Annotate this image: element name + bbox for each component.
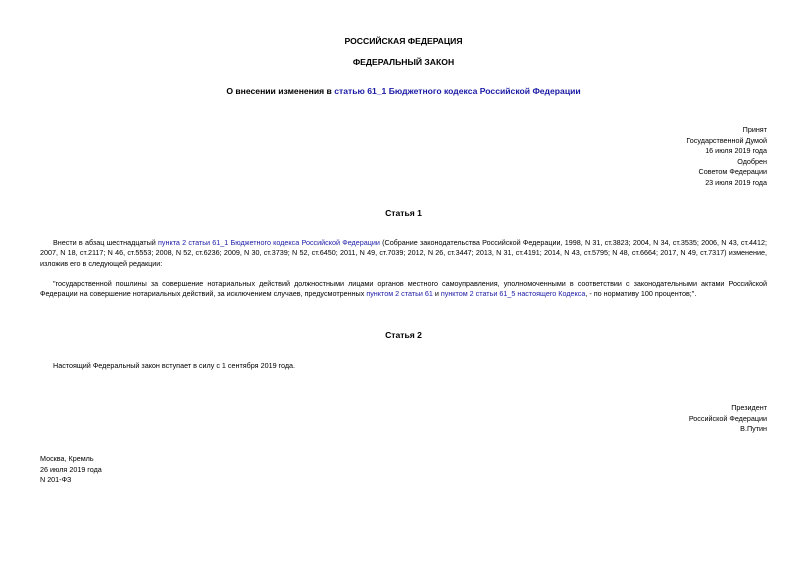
signature-title2: Российской Федерации (688, 413, 767, 423)
article1-paragraph2 (40, 279, 767, 300)
footer-number: N 201-ФЗ (40, 475, 72, 485)
footer-date: 26 июля 2019 года (40, 464, 102, 474)
adoption-block (686, 125, 767, 189)
adoption-accepted-by: Государственной Думой (686, 135, 767, 145)
footer-place: Москва, Кремль (40, 454, 94, 463)
article1-p2-prefix: "государственной пошлины за совершение нотариальных действий должностными лицами органов местного самоуправления, уполномоченными в соответствии с законодательными актами Российской Федерации на совершение нотариальных действий, за исключением случаев, предусмотренных (40, 279, 767, 299)
adoption-approved-date: 23 июля 2019 года (705, 177, 767, 187)
article1-heading: Статья 1 (385, 208, 422, 218)
adoption-accepted: Принят (742, 125, 767, 134)
article1-p2-suffix: , - по нормативу 100 процентов;". (585, 289, 697, 299)
article1-p2-and: и (432, 289, 441, 299)
article1-p1-prefix: Внести в абзац шестнадцатый (53, 238, 159, 247)
signature-block (689, 403, 767, 435)
article1-paragraph1 (40, 238, 767, 269)
adoption-accepted-date: 16 июля 2019 года (705, 146, 767, 156)
footer-block (40, 454, 102, 486)
article2-paragraph1: Настоящий Федеральный закон вступает в силу с 1 сентября 2019 года. (53, 361, 296, 370)
signature-title: Президент (731, 403, 767, 412)
article1-p1-suffix: (Собрание законодательства Российской Федерации, 1998, N 31, ст.3823; 2004, N 34, ст.3535; 2006, N 43, ст.4412; 2007, N 18, ст.2117; N 46, ст.5553; 2008, N 52, ст.6236; 2009, N 30, ст.3739; N 52, ст.6450; 2011, N 49, ст.7039; 2012, N 26, ст.3447; 2013, N 31, ст.4191; 2014, N 43, ст.5795; N 48, ст.6664; 2017, N 49, ст.7317) изменение, изложив его в следующей редакции: (40, 238, 768, 268)
law-title-link[interactable]: статью 61_1 Бюджетного кодекса Российской Федерации (334, 86, 581, 96)
article1-p1-link[interactable]: пункта 2 статьи 61_1 Бюджетного кодекса Российской Федерации (158, 238, 380, 247)
article1-p2-link2[interactable]: пунктом 2 статьи 61_5 настоящего Кодекса (440, 289, 586, 299)
article1-p2-link1[interactable]: пунктом 2 статьи 61 (366, 289, 433, 299)
adoption-approved-by: Советом Федерации (698, 167, 767, 177)
signature-name: В.Путин (740, 424, 767, 434)
adoption-approved: Одобрен (737, 156, 767, 166)
law-type-heading: ФЕДЕРАЛЬНЫЙ ЗАКОН (352, 57, 455, 67)
law-title (0, 86, 807, 96)
country-heading: РОССИЙСКАЯ ФЕДЕРАЦИЯ (344, 36, 463, 46)
article2-heading: Статья 2 (385, 330, 422, 340)
law-title-prefix: О внесении изменения в (226, 86, 335, 96)
